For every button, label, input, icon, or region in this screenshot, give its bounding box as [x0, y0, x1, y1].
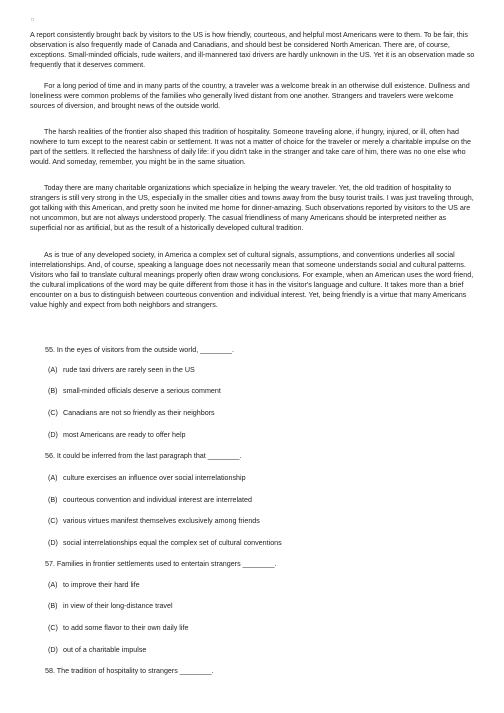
option-text: social interrelationships equal the complex set of cultural conventions — [63, 539, 282, 547]
option-text: courteous convention and individual interest are interrelated — [63, 496, 252, 504]
option-text: culture exercises an influence over social interrelationship — [63, 474, 246, 482]
question-56-option-a[interactable] — [48, 473, 468, 483]
question-56-stem: 56. It could be inferred from the last paragraph that ________. — [45, 452, 242, 460]
question-56-option-b[interactable] — [48, 495, 468, 505]
option-text: various virtues manifest themselves exclusively among friends — [63, 517, 260, 525]
option-letter: (C) — [48, 517, 58, 525]
option-text: Canadians are not so friendly as their neighbors — [63, 409, 215, 417]
question-57-option-a[interactable] — [48, 580, 468, 590]
passage-paragraph-1: A report consistently brought back by visitors to the US is how friendly, courteous, and helpful most Americans were to them. To be fair, this observation is also frequently made of Canada and Canadians, and should best be considered North American. There are, of course, exceptions. Small-minded officials, rude waiters, and ill-mannered taxi drivers are hardly unknown in the US. Yet it is an observation made so frequently that it deserves comment. — [30, 31, 475, 70]
question-55-option-a[interactable] — [48, 365, 468, 375]
question-57-option-b[interactable] — [48, 601, 468, 611]
question-58-stem: 58. The tradition of hospitality to strangers ________. — [45, 667, 214, 675]
option-letter: (C) — [48, 409, 58, 417]
passage-paragraph-3: The harsh realities of the frontier also shaped this tradition of hospitality. Someone traveling alone, if hungry, injured, or ill, often had nowhere to turn except to the nearest cabin or settlement. It was not a matter of choice for the traveler or merely a charitable impulse on the part of the settlers. It reflected the harshness of daily life: if you didn't take in the stranger and take care of him, there was no one else who would. And someday, remember, you might be in the same situation. — [30, 128, 471, 167]
option-letter: (B) — [48, 602, 58, 610]
option-text: in view of their long-distance travel — [63, 602, 173, 610]
option-text: out of a charitable impulse — [63, 646, 147, 654]
question-57-option-c[interactable] — [48, 623, 468, 633]
question-57-option-d[interactable] — [48, 645, 468, 655]
option-letter: (A) — [48, 581, 58, 589]
option-letter: (A) — [48, 366, 58, 374]
passage-paragraph-2: For a long period of time and in many parts of the country, a traveler was a welcome break in an otherwise dull existence. Dullness and loneliness were common problems of the families who generally lived distant from one another. Strangers and travelers were welcome sources of diversion, and brought news of the outside world. — [30, 82, 470, 111]
option-text: small-minded officials deserve a serious comment — [63, 387, 221, 395]
question-56-option-d[interactable] — [48, 538, 468, 548]
question-57-stem: 57. Families in frontier settlements used to entertain strangers ________. — [45, 560, 277, 568]
option-letter: (D) — [48, 431, 58, 439]
option-text: rude taxi drivers are rarely seen in the US — [63, 366, 195, 374]
passage-paragraph-4: Today there are many charitable organizations which specialize in helping the weary traveler. Yet, the old tradition of hospitality to strangers is still very strong in the US, especially in the smaller cities and towns away from the busy tourist trails. I was just traveling through, got talking with this American, and pretty soon he invited me home for dinner-amazing. Such observations reported by visitors to the US are not uncommon, but are not always understood properly. The casual friendliness of many Americans should be interpreted neither as superficial nor as artificial, but as the result of a historically developed cultural tradition. — [30, 184, 474, 233]
question-56-option-c[interactable] — [48, 516, 468, 526]
option-letter: (B) — [48, 496, 58, 504]
passage-paragraph-5: As is true of any developed society, in America a complex set of cultural signals, assumptions, and conventions underlies all social interrelationships. And, of course, speaking a language does not necessarily mean that someone understands social and cultural patterns. Visitors who fail to translate cultural meanings properly often draw wrong conclusions. For example, when an American uses the word friend, the cultural implications of the word may be quite different from those it has in the visitor's language and culture. It takes more than a brief encounter on a bus to distinguish between courteous convention and individual interest. Yet, being friendly is a virtue that many Americans value highly and expect from both neighbors and strangers. — [30, 251, 474, 310]
question-55-stem: 55. In the eyes of visitors from the outside world, ________. — [45, 346, 234, 354]
option-text: to improve their hard life — [63, 581, 140, 589]
option-letter: (C) — [48, 624, 58, 632]
corner-mark: □ — [31, 17, 35, 23]
option-text: most Americans are ready to offer help — [63, 431, 186, 439]
question-55-option-d[interactable] — [48, 430, 468, 440]
option-letter: (A) — [48, 474, 58, 482]
question-55-option-c[interactable] — [48, 408, 468, 418]
option-letter: (B) — [48, 387, 58, 395]
option-text: to add some flavor to their own daily life — [63, 624, 189, 632]
option-letter: (D) — [48, 646, 58, 654]
question-55-option-b[interactable] — [48, 386, 468, 396]
option-letter: (D) — [48, 539, 58, 547]
